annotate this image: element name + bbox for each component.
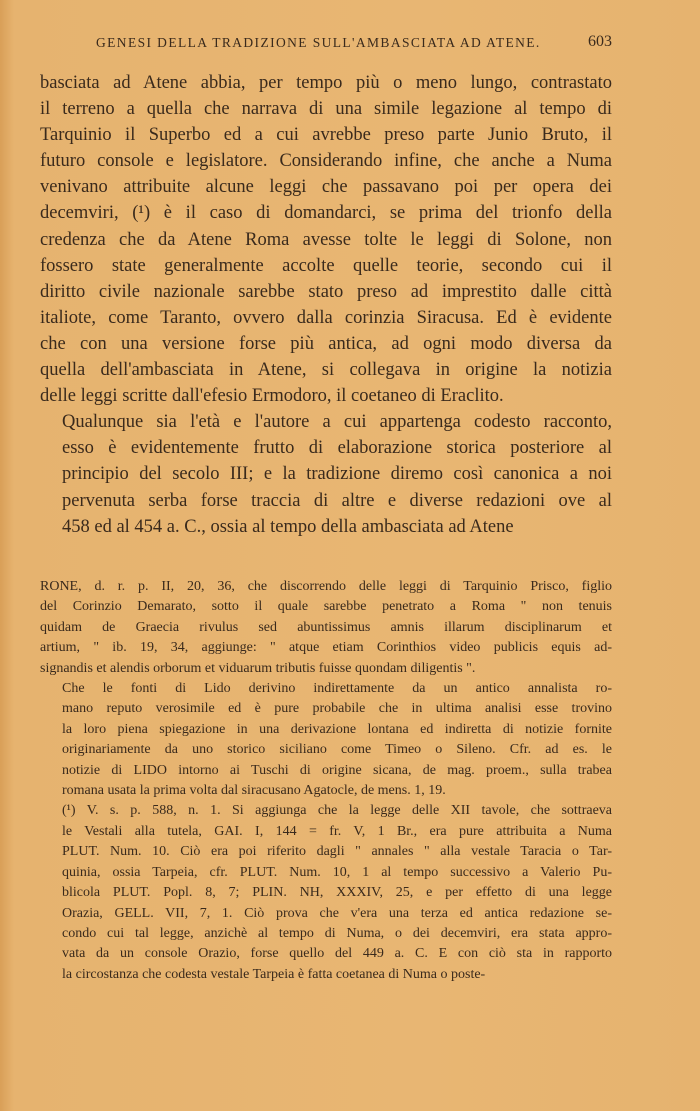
paragraph-1-line: italiote, come Taranto, ovvero dalla corinzia Siracusa. Ed è evidente — [40, 307, 612, 328]
footnote-continued-line: RONE, d. r. p. II, 20, 36, che discorrendo delle leggi di Tarquinio Prisco, figlio — [40, 579, 612, 594]
paragraph-1-line: futuro console e legislatore. Considerando infine, che anche a Numa — [40, 151, 612, 172]
paragraph-2-line: Qualunque sia l'età e l'autore a cui appartenga codesto racconto, — [62, 412, 612, 433]
footnote-continued-line: quidam de Graecia rivulus sed abuntissimus amnis illarum disciplinarum et — [40, 619, 612, 635]
footnote-1 — [40, 801, 612, 985]
footnotes — [40, 577, 612, 985]
footnote-continued — [40, 577, 612, 679]
paragraph-1-line: fossero state generalmente accolte quelle teorie, secondo cui il — [40, 255, 612, 276]
paragraph-1-line: quella dell'ambasciata in Atene, si collegava in origine la notizia — [40, 360, 612, 381]
footnote-continued-2-line: la loro piena spiegazione in una derivazione lontana ed indiretta di notizie fornite — [62, 721, 612, 737]
paragraph-1-line: decemviri, (¹) è il caso di domandarci, se prima del trionfo della — [40, 203, 612, 224]
footnote-1-line: quinia, ossia Tarpeia, cfr. PLUT. Num. 10, 1 al tempo successivo a Valerio Pu- — [62, 864, 612, 880]
footnote-continued-2-line: originariamente da uno storico siciliano come Timeo o Sileno. Cfr. ad es. le — [62, 742, 612, 758]
running-title: GENESI DELLA TRADIZIONE SULL'AMBASCIATA AD ATENE. — [96, 35, 541, 50]
footnote-1-line: condo cui tal legge, anzichè al tempo di Numa, o dei decemviri, era stata appro- — [62, 925, 612, 941]
footnote-1-line: le Vestali alla tutela, GAI. I, 144 = fr. V, 1 Br., era pure attribuita a Numa — [62, 823, 612, 839]
footnote-1-line: PLUT. Num. 10. Ciò era poi riferito dagli " annales " alla vestale Taracia o Tar- — [62, 844, 612, 860]
paragraph-1-line: diritto civile nazionale sarebbe stato preso ad imprestito dalle città — [40, 281, 612, 302]
paragraph-1-line: credenza che da Atene Roma avesse tolte le leggi di Solone, non — [40, 229, 612, 250]
paragraph-1-line: delle leggi scritte dall'efesio Ermodoro, il coetaneo di Eraclito. — [40, 386, 504, 407]
footnote-continued-line: signandis et alendis orborum et viduarum tributis fuisse quondam diligentis ". — [40, 660, 476, 676]
footnote-continued-2-line: Che le fonti di Lido derivino indirettamente da un antico annalista ro- — [62, 681, 612, 697]
paragraph-1-line: che con una versione forse più antica, ad ogni modo diversa da — [40, 333, 612, 354]
paragraph-2-line: pervenuta serba forse traccia di altre e diverse redazioni ove al — [62, 490, 612, 511]
running-head — [96, 35, 612, 51]
footnote-continued-line: del Corinzio Demarato, sotto il quale sarebbe penetrato a Roma " non tenuis — [40, 599, 612, 615]
footnote-1-line: vata da un console Orazio, forse quello del 449 a. C. E con ciò sta in rapporto — [62, 946, 612, 962]
paragraph-1-line: il terreno a quella che narrava di una simile legazione al tempo di — [40, 99, 612, 120]
footnote-1-line: Orazia, GELL. VII, 7, 1. Ciò prova che v'era una terza ed antica redazione se- — [62, 905, 612, 921]
footnote-1-line: la circostanza che codesta vestale Tarpeia è fatta coetanea di Numa o poste- — [62, 966, 486, 982]
footnote-1-line: blicola PLUT. Popl. 8, 7; PLIN. NH, XXXIV, 25, e per effetto di una legge — [62, 885, 612, 901]
paragraph-1-line: basciata ad Atene abbia, per tempo più o meno lungo, contrastato — [40, 73, 612, 93]
paragraph-1-line: Tarquinio il Superbo ed a cui avrebbe preso parte Junio Bruto, il — [40, 125, 612, 146]
paragraph-2-line: 458 ed al 454 a. C., ossia al tempo della ambasciata ad Atene — [62, 516, 514, 537]
footnote-continued-2-line: mano reputo verosimile ed è pure probabile che in ultima analisi esse trovino — [62, 701, 612, 717]
paragraph-2-line: principio del secolo III; e la tradizione diremo così canonica a noi — [62, 464, 612, 485]
paragraph-1 — [40, 70, 612, 409]
paragraph-2-line: esso è evidentemente frutto di elaborazione storica posteriore al — [62, 438, 612, 459]
page-number: 603 — [588, 33, 612, 50]
footnote-1-line: (¹) V. s. p. 588, n. 1. Si aggiunga che la legge delle XII tavole, che sottraeva — [62, 803, 612, 819]
footnote-continued-line: artium, " ib. 19, 34, aggiunge: " atque etiam Corinthios video publicis equis ad- — [40, 640, 612, 656]
paragraph-2 — [40, 409, 612, 539]
footnote-continued-2 — [40, 679, 612, 801]
main-text — [40, 70, 612, 540]
footnote-continued-2-line: romana usata la prima volta dal siracusano Agatocle, de mens. 1, 19. — [62, 783, 446, 799]
paragraph-1-line: venivano attribuite alcune leggi che passavano poi per opera dei — [40, 177, 612, 198]
footnote-continued-2-line: notizie di LIDO intorno ai Tuschi di origine sicana, de mag. proem., sulla trabea — [62, 762, 612, 778]
